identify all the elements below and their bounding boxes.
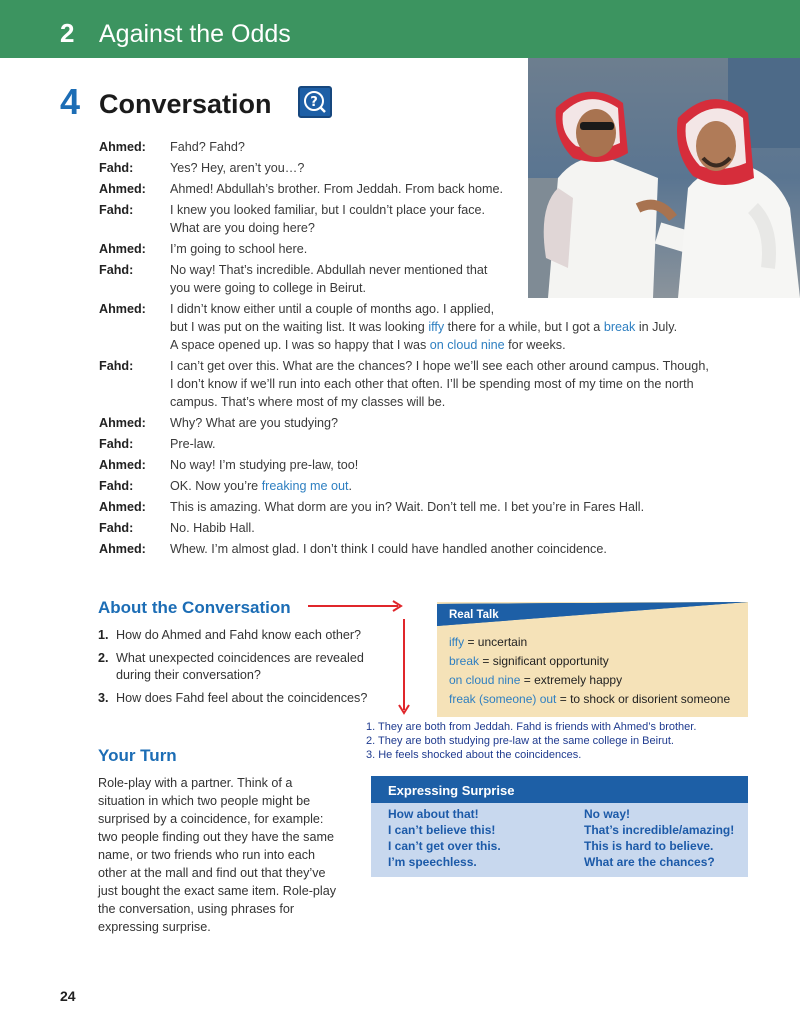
surprise-phrase: I’m speechless.	[388, 855, 477, 869]
answer-line: 3. He feels shocked about the coincidences.	[366, 749, 582, 761]
idiom-highlight: break	[603, 320, 636, 334]
glossary-definition: = to shock or disorient someone	[556, 692, 731, 706]
idiom-highlight: freaking me out	[261, 479, 349, 493]
expressing-surprise-title: Expressing Surprise	[388, 783, 515, 798]
dialog-text: A space opened up. I was so happy that I was	[170, 338, 430, 352]
dialog-text: I don’t know if we’ll run into each other that often. I’ll be spending most of my time on the north	[170, 377, 694, 391]
dialog-text: I can’t get over this. What are the chances? I hope we’ll see each other around campus. Though,	[170, 359, 709, 373]
speaker-name: Ahmed:	[99, 140, 146, 154]
idiom-highlight: iffy	[428, 320, 445, 334]
dialog-text: OK. Now you’re	[170, 479, 262, 493]
dialog-text: in July.	[635, 320, 678, 334]
dialog-text: campus. That’s where most of my classes will be.	[170, 395, 446, 409]
speaker-name: Ahmed:	[99, 542, 146, 556]
speaker-name: Ahmed:	[99, 302, 146, 316]
question-text: How do Ahmed and Fahd know each other?	[116, 628, 362, 642]
dialog-text: This is amazing. What dorm are you in? Wait. Don’t tell me. I bet you’re in Fares Hall.	[170, 500, 645, 514]
dialog-text: Why? What are you studying?	[170, 416, 338, 430]
page-number: 24	[60, 988, 76, 1004]
glossary-item	[449, 652, 730, 671]
dialog-text: for weeks.	[504, 338, 566, 352]
speaker-name: Ahmed:	[99, 500, 146, 514]
glossary-definition: = extremely happy	[520, 673, 623, 687]
question-number: 1.	[98, 628, 109, 642]
question-text: How does Fahd feel about the coincidences?	[116, 691, 368, 705]
speaker-name: Ahmed:	[99, 182, 146, 196]
dialog-text: Fahd? Fahd?	[170, 140, 245, 154]
glossary-item	[449, 633, 730, 652]
speaker-name: Fahd:	[99, 161, 134, 175]
speaker-name: Fahd:	[99, 479, 134, 493]
your-turn-heading: Your Turn	[98, 746, 177, 765]
surprise-phrase: How about that!	[388, 807, 479, 821]
speaker-name: Fahd:	[99, 263, 134, 277]
dialog-text: No. Habib Hall.	[170, 521, 255, 535]
your-turn-instructions: Role-play with a partner. Think of a situation in which two people might be surprised by a coincidence, for example: two people finding out they have the same name, or two friends who run into each other at the mall and find out that they’ve just bought the exact same item. Role-play the conversation, using phrases for expressing surprise.	[98, 776, 337, 934]
dialog-text: but I was put on the waiting list. It was looking	[170, 320, 429, 334]
handwritten-answers	[366, 720, 696, 762]
speaker-name: Ahmed:	[99, 458, 146, 472]
unit-number: 2	[60, 18, 75, 48]
dialog-text: I’m going to school here.	[170, 242, 308, 256]
dialog-text: there for a while, but I got a	[444, 320, 604, 334]
section-number: 4	[60, 81, 81, 122]
glossary-item	[449, 690, 730, 709]
dialog-text: you were going to college in Beirut.	[170, 281, 367, 295]
question-number: 2.	[98, 651, 109, 665]
dialog-text: I knew you looked familiar, but I couldn’t place your face.	[170, 203, 486, 217]
dialog-text: I didn’t know either until a couple of months ago. I applied,	[170, 302, 495, 316]
dialog-text: What are you doing here?	[170, 221, 315, 235]
about-heading: About the Conversation	[98, 598, 291, 617]
speaker-name: Fahd:	[99, 437, 134, 451]
glossary-term: freak (someone) out	[449, 692, 557, 706]
surprise-phrase: This is hard to believe.	[584, 839, 714, 853]
surprise-phrase: I can’t believe this!	[388, 823, 496, 837]
real-talk-glossary	[449, 633, 730, 709]
dialog-text: No way! That’s incredible. Abdullah never mentioned that	[170, 263, 488, 277]
dialog-text: No way! I’m studying pre-law, too!	[170, 458, 359, 472]
glossary-term: on cloud nine	[449, 673, 521, 687]
dialog-text: Yes? Hey, aren’t you…?	[170, 161, 305, 175]
answer-line: 2. They are both studying pre-law at the same college in Beirut.	[366, 735, 674, 747]
surprise-phrase: That’s incredible/amazing!	[584, 823, 735, 837]
idiom-highlight: on cloud nine	[429, 338, 505, 352]
section-title: Conversation	[99, 89, 272, 119]
unit-title: Against the Odds	[99, 20, 291, 48]
dialog-text: .	[348, 479, 352, 493]
svg-text:?: ?	[310, 95, 318, 110]
glossary-term: break	[449, 654, 480, 668]
surprise-phrases-column-1	[388, 806, 501, 870]
real-talk-title: Real Talk	[449, 609, 499, 621]
speaker-name: Fahd:	[99, 203, 134, 217]
glossary-definition: = uncertain	[464, 635, 528, 649]
question-number: 3.	[98, 691, 109, 705]
glossary-item	[449, 671, 730, 690]
dialog-text: Whew. I’m almost glad. I don’t think I could have handled another coincidence.	[170, 542, 607, 556]
speaker-name: Fahd:	[99, 359, 134, 373]
speaker-name: Fahd:	[99, 521, 134, 535]
surprise-phrases-column-2	[584, 806, 734, 870]
glossary-term: iffy	[449, 635, 465, 649]
surprise-phrase: I can’t get over this.	[388, 839, 501, 853]
surprise-phrase: No way!	[584, 807, 631, 821]
dialog-text: Ahmed! Abdullah’s brother. From Jeddah. From back home.	[170, 182, 503, 196]
speaker-name: Ahmed:	[99, 416, 146, 430]
surprise-phrase: What are the chances?	[584, 855, 715, 869]
question-text: What unexpected coincidences are revealed during their conversation?	[116, 651, 364, 682]
glossary-definition: = significant opportunity	[479, 654, 609, 668]
dialog-text: Pre-law.	[170, 437, 216, 451]
answer-line: 1. They are both from Jeddah. Fahd is friends with Ahmed’s brother.	[366, 721, 697, 733]
speaker-name: Ahmed:	[99, 242, 146, 256]
